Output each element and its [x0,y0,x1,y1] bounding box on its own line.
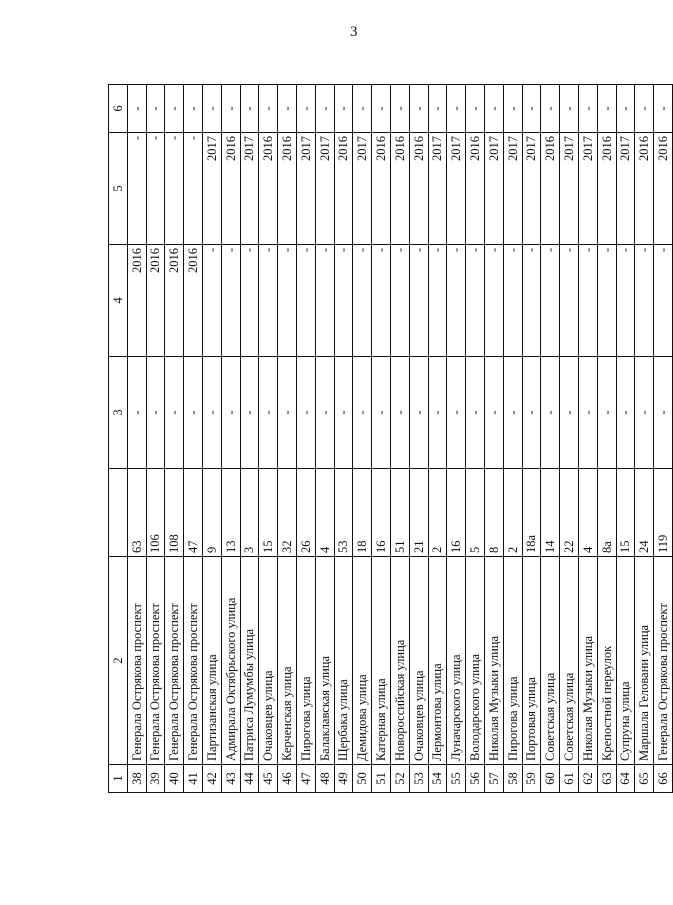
house-number-cell: 2 [428,469,447,557]
house-number-cell: 22 [560,469,579,557]
col-3-cell: - [372,357,391,469]
col-4-cell: - [484,245,503,357]
table-row [259,85,278,793]
row-number-cell: 62 [578,765,597,793]
house-number-cell: 16 [447,469,466,557]
table-row [240,85,259,793]
col-5-cell: 2016 [654,133,673,245]
street-name-cell: Пирогова улица [503,557,522,765]
street-name-cell: Катерная улица [372,557,391,765]
col-6-cell: - [240,85,259,133]
street-name-cell: Генерала Острякова проспект [165,557,184,765]
house-number-cell: 119 [654,469,673,557]
col-5-cell: 2017 [428,133,447,245]
house-number-cell: 3 [240,469,259,557]
col-5-cell: - [127,133,146,245]
street-name-cell: Супруна улица [616,557,635,765]
col-3-cell: - [428,357,447,469]
house-number-cell: 53 [334,469,353,557]
street-name-cell: Пирогова улица [296,557,315,765]
header-cell-6: 6 [109,85,128,133]
col-3-cell: - [597,357,616,469]
col-4-cell: - [221,245,240,357]
street-name-cell: Генерала Острякова проспект [146,557,165,765]
col-4-cell: - [296,245,315,357]
house-number-cell: 5 [466,469,485,557]
house-number-cell: 63 [127,469,146,557]
row-number-cell: 50 [353,765,372,793]
header-cell-5: 5 [109,133,128,245]
row-number-cell: 57 [484,765,503,793]
row-number-cell: 65 [635,765,654,793]
row-number-cell: 42 [202,765,221,793]
col-3-cell: - [353,357,372,469]
street-name-cell: Очаковцев улица [409,557,428,765]
table-row [372,85,391,793]
row-number-cell: 54 [428,765,447,793]
col-5-cell: 2017 [578,133,597,245]
table-row [616,85,635,793]
street-name-cell: Партизанская улица [202,557,221,765]
col-6-cell: - [372,85,391,133]
table-row [522,85,541,793]
col-4-cell: - [447,245,466,357]
table-row [202,85,221,793]
header-cell-4: 4 [109,245,128,357]
col-5-cell: 2016 [278,133,297,245]
col-4-cell: - [522,245,541,357]
table-row [654,85,673,793]
table-row [278,85,297,793]
col-3-cell: - [202,357,221,469]
col-4-cell: - [334,245,353,357]
col-6-cell: - [635,85,654,133]
street-name-cell: Щербака улица [334,557,353,765]
page-number: 3 [350,24,358,40]
col-5-cell: 2017 [240,133,259,245]
col-4-cell: - [616,245,635,357]
col-4-cell: 2016 [127,245,146,357]
table-row [334,85,353,793]
col-4-cell: - [390,245,409,357]
col-6-cell: - [184,85,203,133]
col-6-cell: - [353,85,372,133]
house-number-cell: 13 [221,469,240,557]
row-number-cell: 45 [259,765,278,793]
col-6-cell: - [503,85,522,133]
row-number-cell: 44 [240,765,259,793]
row-number-cell: 64 [616,765,635,793]
row-number-cell: 46 [278,765,297,793]
col-6-cell: - [334,85,353,133]
col-4-cell: - [372,245,391,357]
house-number-cell: 51 [390,469,409,557]
col-4-cell: - [428,245,447,357]
house-number-cell: 24 [635,469,654,557]
col-3-cell: - [184,357,203,469]
col-6-cell: - [278,85,297,133]
col-3-cell: - [296,357,315,469]
table-row [635,85,654,793]
col-4-cell: - [259,245,278,357]
header-cell-house [109,469,128,557]
row-number-cell: 38 [127,765,146,793]
col-3-cell: - [654,357,673,469]
col-5-cell: 2016 [390,133,409,245]
col-3-cell: - [390,357,409,469]
street-name-cell: Володарского улица [466,557,485,765]
table-row [127,85,146,793]
col-6-cell: - [428,85,447,133]
house-number-cell: 15 [259,469,278,557]
street-name-cell: Генерала Острякова проспект [654,557,673,765]
house-number-cell: 21 [409,469,428,557]
house-number-cell: 106 [146,469,165,557]
col-5-cell: 2017 [447,133,466,245]
house-number-cell: 18а [522,469,541,557]
col-5-cell: 2016 [635,133,654,245]
row-number-cell: 66 [654,765,673,793]
col-5-cell: 2017 [202,133,221,245]
street-name-cell: Демидова улица [353,557,372,765]
col-6-cell: - [221,85,240,133]
col-3-cell: - [522,357,541,469]
col-5-cell: 2017 [353,133,372,245]
col-4-cell: - [353,245,372,357]
table-row [409,85,428,793]
street-name-cell: Генерала Острякова проспект [127,557,146,765]
house-number-cell: 4 [315,469,334,557]
col-3-cell: - [541,357,560,469]
row-number-cell: 59 [522,765,541,793]
table-row [484,85,503,793]
house-number-cell: 32 [278,469,297,557]
col-6-cell: - [259,85,278,133]
col-3-cell: - [334,357,353,469]
table-row [146,85,165,793]
street-name-cell: Лермонтова улица [428,557,447,765]
col-3-cell: - [484,357,503,469]
col-3-cell: - [278,357,297,469]
col-6-cell: - [296,85,315,133]
street-name-cell: Генерала Острякова проспект [184,557,203,765]
col-5-cell: 2017 [616,133,635,245]
table-row [390,85,409,793]
col-3-cell: - [221,357,240,469]
col-6-cell: - [165,85,184,133]
street-name-cell: Патриса Лумумбы улица [240,557,259,765]
col-4-cell: - [578,245,597,357]
row-number-cell: 40 [165,765,184,793]
col-3-cell: - [240,357,259,469]
header-cell-3: 3 [109,357,128,469]
house-number-cell: 14 [541,469,560,557]
table-row [165,85,184,793]
col-4-cell: - [654,245,673,357]
row-number-cell: 60 [541,765,560,793]
street-name-cell: Балаклавская улица [315,557,334,765]
house-number-cell: 4 [578,469,597,557]
col-3-cell: - [578,357,597,469]
col-3-cell: - [560,357,579,469]
col-6-cell: - [466,85,485,133]
col-6-cell: - [146,85,165,133]
house-number-cell: 47 [184,469,203,557]
col-5-cell: 2016 [334,133,353,245]
street-name-cell: Маршала Геловани улица [635,557,654,765]
col-3-cell: - [616,357,635,469]
table-row [560,85,579,793]
col-6-cell: - [127,85,146,133]
col-3-cell: - [146,357,165,469]
col-5-cell: 2017 [522,133,541,245]
street-name-cell: Крепостной переулок [597,557,616,765]
header-cell-2: 2 [109,557,128,765]
col-4-cell: - [409,245,428,357]
col-4-cell: - [597,245,616,357]
street-name-cell: Новороссийская улица [390,557,409,765]
col-5-cell: 2017 [296,133,315,245]
table-row [447,85,466,793]
table-body [109,85,673,793]
col-4-cell: - [315,245,334,357]
street-name-cell: Луначарского улица [447,557,466,765]
table-row [296,85,315,793]
row-number-cell: 47 [296,765,315,793]
table-row [578,85,597,793]
col-6-cell: - [578,85,597,133]
col-5-cell: 2017 [484,133,503,245]
col-5-cell: 2016 [466,133,485,245]
col-3-cell: - [315,357,334,469]
table-row [503,85,522,793]
house-number-cell: 15 [616,469,635,557]
col-4-cell: - [541,245,560,357]
row-number-cell: 48 [315,765,334,793]
house-number-cell: 18 [353,469,372,557]
row-number-cell: 58 [503,765,522,793]
table-row [184,85,203,793]
col-4-cell: - [240,245,259,357]
row-number-cell: 49 [334,765,353,793]
house-number-cell: 108 [165,469,184,557]
row-number-cell: 63 [597,765,616,793]
row-number-cell: 56 [466,765,485,793]
table-row [221,85,240,793]
col-3-cell: - [503,357,522,469]
col-6-cell: - [315,85,334,133]
street-name-cell: Николая Музыки улица [484,557,503,765]
street-name-cell: Очаковцев улица [259,557,278,765]
col-6-cell: - [202,85,221,133]
col-3-cell: - [447,357,466,469]
col-6-cell: - [390,85,409,133]
col-6-cell: - [541,85,560,133]
col-6-cell: - [654,85,673,133]
street-name-cell: Портовая улица [522,557,541,765]
col-5-cell: 2016 [409,133,428,245]
col-5-cell: 2016 [597,133,616,245]
row-number-cell: 52 [390,765,409,793]
col-5-cell: - [184,133,203,245]
col-3-cell: - [259,357,278,469]
col-3-cell: - [165,357,184,469]
table-row [315,85,334,793]
col-5-cell: 2016 [259,133,278,245]
table-row [428,85,447,793]
row-number-cell: 41 [184,765,203,793]
col-6-cell: - [484,85,503,133]
col-3-cell: - [466,357,485,469]
col-5-cell: 2017 [315,133,334,245]
col-4-cell: - [278,245,297,357]
house-number-cell: 2 [503,469,522,557]
col-4-cell: - [466,245,485,357]
header-cell-1: 1 [109,765,128,793]
col-4-cell: 2016 [184,245,203,357]
col-3-cell: - [635,357,654,469]
col-6-cell: - [616,85,635,133]
col-4-cell: - [635,245,654,357]
col-6-cell: - [409,85,428,133]
table-row [597,85,616,793]
col-6-cell: - [522,85,541,133]
row-number-cell: 39 [146,765,165,793]
col-5-cell: - [165,133,184,245]
buildings-table [108,84,673,793]
col-6-cell: - [560,85,579,133]
col-4-cell: 2016 [146,245,165,357]
row-number-cell: 43 [221,765,240,793]
row-number-cell: 51 [372,765,391,793]
row-number-cell: 55 [447,765,466,793]
col-5-cell: 2016 [372,133,391,245]
table-row [541,85,560,793]
col-4-cell: 2016 [165,245,184,357]
house-number-cell: 8 [484,469,503,557]
col-4-cell: - [503,245,522,357]
row-number-cell: 61 [560,765,579,793]
col-4-cell: - [560,245,579,357]
col-6-cell: - [447,85,466,133]
col-3-cell: - [409,357,428,469]
col-3-cell: - [127,357,146,469]
house-number-cell: 16 [372,469,391,557]
street-name-cell: Адмирала Октябрьского улица [221,557,240,765]
house-number-cell: 8а [597,469,616,557]
col-5-cell: - [146,133,165,245]
col-5-cell: 2017 [560,133,579,245]
house-number-cell: 9 [202,469,221,557]
col-5-cell: 2016 [541,133,560,245]
row-number-cell: 53 [409,765,428,793]
street-name-cell: Николая Музыки улица [578,557,597,765]
street-name-cell: Керченская улица [278,557,297,765]
col-4-cell: - [202,245,221,357]
table-row [353,85,372,793]
table-row [466,85,485,793]
col-5-cell: 2017 [503,133,522,245]
street-name-cell: Советская улица [541,557,560,765]
col-6-cell: - [597,85,616,133]
street-name-cell: Советская улица [560,557,579,765]
table-header-row [109,85,128,793]
house-number-cell: 26 [296,469,315,557]
col-5-cell: 2016 [221,133,240,245]
rotated-table-container [108,85,670,793]
